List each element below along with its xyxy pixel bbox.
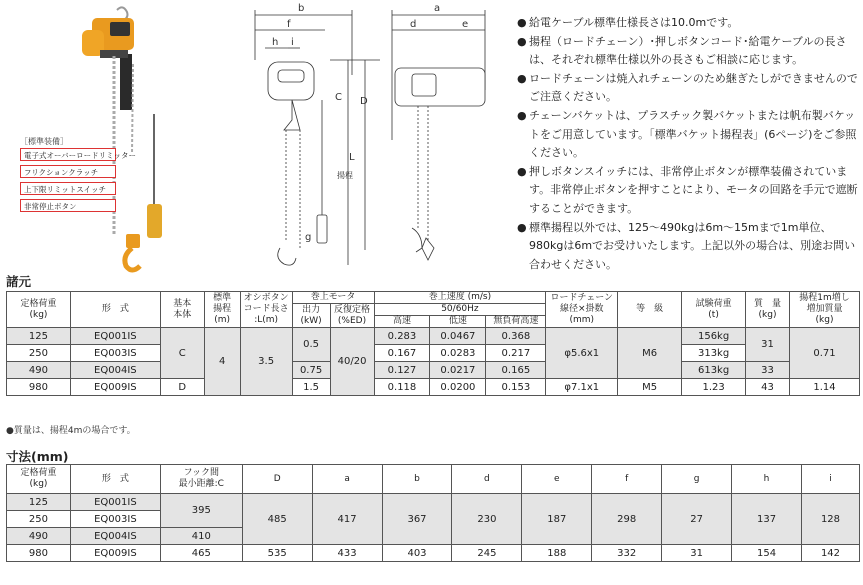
dim-label-d: d [410,19,417,30]
table-row: 980 EQ009IS D 1.5 0.118 0.0200 0.153 φ7.1x1 M5 1.23 43 1.14 [7,379,860,396]
col-test: 試験荷重 (t) [682,292,746,328]
col-a: a [312,465,382,494]
dim-label-g: g [305,232,312,243]
dim-label-lift: 揚程 [337,171,353,180]
col-low: 低速 [430,316,486,328]
dims-table [6,464,860,562]
col-hook: フック間 最小距離:C [160,465,242,494]
note-item: ● チェーンバケットは、プラスチック製バケットまたは帆布製バケットをご用意しています。「標準バケット揚程表」(6ページ)をご参照ください。 [517,108,857,160]
dim-label-i: i [291,37,294,48]
note-item: ● 給電ケーブル標準仕様長さは10.0mです。 [517,16,739,29]
note-item: ● ロードチェーンは焼入れチェーンのため継ぎたしができませんのでご注意ください。 [517,71,858,104]
dim-label-a: a [434,3,441,14]
note-item: ● 標準揚程以外では、125～490kgは6m～15mまで1m単位、980kgは6mでお受けいたします。上記以外の場合は、別途お問い合わせください。 [517,220,856,271]
col-load: 定格荷重 (kg) [7,292,71,328]
dimension-diagram [240,0,505,272]
col-i: i [801,465,859,494]
col-cord: オシボタン コード長さ :L(m) [240,292,292,328]
col-grade: 等 級 [618,292,682,328]
dim-label-f: f [287,19,291,30]
dim-label-c: C [335,92,342,103]
col-mass: 質 量 (kg) [746,292,790,328]
dim-label-d-height: D [360,96,368,107]
dim-label-b: b [298,3,305,14]
dim-label-h: h [272,37,279,48]
col-extra: 揚程1m増し 増加質量 (kg) [789,292,859,328]
dims-heading: 寸法(mm) [6,449,69,464]
equipment-tag: フリクションクラッチ [20,165,116,178]
notes-list [517,14,861,274]
spec-table [6,291,860,396]
dim-label-l: L [349,152,355,163]
table-row: 125 EQ001IS 395 485 417 367 230 187 298 27 137 128 [7,494,860,511]
col-output: 出力 (kW) [292,304,330,328]
col-f: f [592,465,662,494]
col-body: 基本 本体 [160,292,204,328]
spec-heading: 諸元 [6,274,32,289]
equipment-tag: 非常停止ボタン [20,199,116,212]
col-h: h [732,465,802,494]
table-row: 250 EQ003IS 0.167 0.0283 0.217 313kg [7,345,860,362]
table-row: 250 EQ003IS [7,511,860,528]
col-duty: 反復定格 (%ED) [330,304,374,328]
table-row: 125 EQ001IS C 4 3.5 0.5 40/20 0.283 0.0467 0.368 φ5.6x1 M6 156kg 31 0.71 [7,328,860,345]
col-e: e [522,465,592,494]
col-speed: 巻上速度 (m/s) [374,292,546,304]
col-lift: 標準 揚程 (m) [204,292,240,328]
col-noload: 無負荷高速 [486,316,546,328]
note-item: ● 押しボタンスイッチには、非常停止ボタンが標準装備されています。非常停止ボタンを押すことにより、モータの回路を手元で遮断することができます。 [517,164,858,215]
col-g: g [662,465,732,494]
col-b: b [382,465,452,494]
table-row: 980 EQ009IS 465 535 433 403 245 188 332 31 154 142 [7,545,860,562]
col-chain: ロードチェーン 線径×掛数 (mm) [546,292,618,328]
dim-label-e: e [462,19,469,30]
col-motor: 巻上モータ [292,292,374,304]
col-load: 定格荷重 (kg) [7,465,71,494]
standard-equipment-title: ［標準装備］ [20,137,68,146]
col-high: 高速 [374,316,430,328]
table-row: 490 EQ004IS 0.75 0.127 0.0217 0.165 613kg 33 [7,362,860,379]
col-hz: 50/60Hz [374,304,546,316]
equipment-tag: 上下限リミットスイッチ [20,182,116,195]
note-item: ● 揚程（ロードチェーン）･押しボタンコード･給電ケーブルの長さは、それぞれ標準仕様以外の長さもご相談に応じます。 [517,34,847,67]
col-model: 形 式 [70,292,160,328]
equipment-tag: 電子式オーバーロードリミッター [20,148,116,161]
spec-footnote: ●質量は、揚程4mの場合です。 [6,426,136,436]
col-model: 形 式 [70,465,160,494]
col-d: d [452,465,522,494]
col-D: D [242,465,312,494]
table-row: 490 EQ004IS 410 [7,528,860,545]
